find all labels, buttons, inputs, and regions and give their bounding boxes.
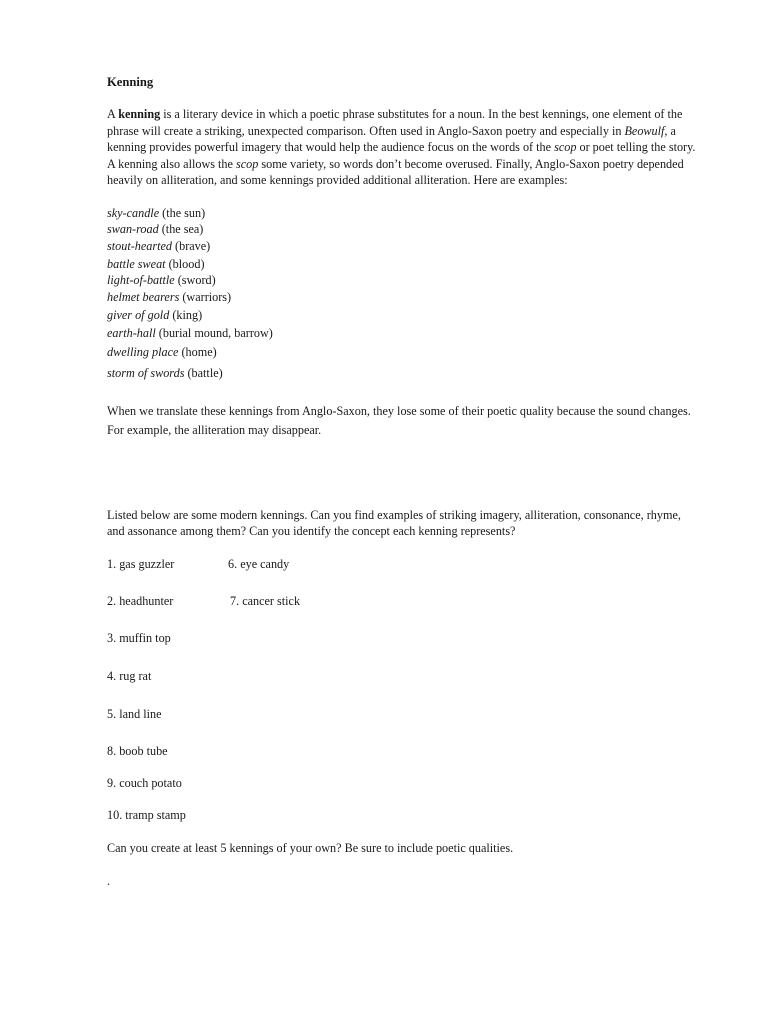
example-kenning: light-of-battle (107, 273, 175, 287)
intro-line-5: heavily on alliteration, and some kennings provided additional alliteration. Here are examples: (107, 173, 568, 188)
intro-line-2 (107, 123, 695, 140)
intro-text: phrase will create a striking, unexpected comparison. Often used in Anglo-Saxon poetry and especially in (107, 123, 625, 138)
example-meaning: (brave) (172, 239, 211, 253)
kenning-term: kenning (118, 107, 161, 121)
list-item: 5. land line (107, 707, 162, 721)
example-meaning: (battle) (184, 366, 223, 380)
translate-line-1: When we translate these kennings from Anglo-Saxon, they lose some of their poetic quality because the sound changes. (107, 404, 691, 418)
list-item: 3. muffin top (107, 631, 171, 645)
example-item (107, 238, 210, 254)
example-meaning: (the sea) (158, 222, 204, 236)
scop-term: scop (554, 140, 577, 155)
example-item (107, 256, 205, 272)
modern-line-2: and assonance among them? Can you identify the concept each kenning represents? (107, 524, 516, 538)
example-kenning: storm of swords (107, 366, 185, 380)
example-meaning: (the sun) (159, 206, 206, 220)
example-kenning: stout-hearted (107, 239, 172, 253)
example-kenning: swan-road (107, 222, 159, 236)
intro-text: is a literary device in which a poetic phrase substitutes for a noun. In the best kennings, one element of the (160, 107, 683, 121)
list-item: 9. couch potato (107, 776, 182, 790)
list-item: 2. headhunter (107, 594, 174, 608)
example-meaning: (sword) (174, 273, 216, 287)
list-item: 8. boob tube (107, 744, 168, 758)
intro-text: A (107, 107, 119, 121)
example-item (107, 272, 216, 288)
translate-line-2: For example, the alliteration may disappear. (107, 423, 322, 437)
intro-line-1 (107, 106, 695, 123)
list-item: 4. rug rat (107, 669, 152, 683)
intro-line-4 (107, 156, 695, 173)
example-item (107, 344, 217, 360)
intro-line-3 (107, 139, 695, 156)
example-kenning: giver of gold (107, 308, 170, 322)
list-item: 1. gas guzzler (107, 557, 175, 571)
intro-text: A kenning also allows the (107, 156, 236, 171)
trailing-period: . (107, 874, 111, 888)
example-kenning: battle sweat (107, 257, 166, 271)
example-kenning: dwelling place (107, 345, 179, 359)
intro-text: kenning provides powerful imagery that would help the audience focus on the words of the (107, 140, 555, 155)
example-kenning: sky-candle (107, 206, 160, 220)
example-item (107, 205, 205, 221)
intro-paragraph (107, 106, 695, 189)
list-item: 6. eye candy (228, 557, 290, 571)
modern-line-1: Listed below are some modern kennings. Can you find examples of striking imagery, alliteration, consonance, rhyme, (107, 508, 681, 522)
example-meaning: (home) (178, 345, 217, 359)
example-kenning: helmet bearers (107, 290, 180, 304)
scop-term: scop (235, 156, 259, 171)
example-meaning: (warriors) (179, 290, 232, 304)
example-item (107, 307, 202, 323)
list-item: 7. cancer stick (230, 594, 301, 608)
list-item: 10. tramp stamp (107, 808, 186, 822)
example-meaning: (king) (169, 308, 203, 322)
example-meaning: (burial mound, barrow) (155, 326, 273, 340)
example-meaning: (blood) (165, 257, 205, 271)
page-title: Kenning (107, 75, 154, 89)
example-item (107, 221, 203, 237)
example-item (107, 289, 231, 305)
intro-text: a (667, 123, 676, 138)
example-item (107, 365, 223, 381)
closing-prompt: Can you create at least 5 kennings of your own? Be sure to include poetic qualities. (107, 841, 514, 855)
intro-text: or poet telling the story. (576, 140, 696, 155)
example-kenning: earth-hall (107, 326, 156, 340)
beowulf-title: Beowulf, (624, 123, 668, 138)
example-item (107, 325, 273, 341)
intro-text: some variety, so words don’t become overused. Finally, Anglo-Saxon poetry depended (258, 156, 684, 171)
